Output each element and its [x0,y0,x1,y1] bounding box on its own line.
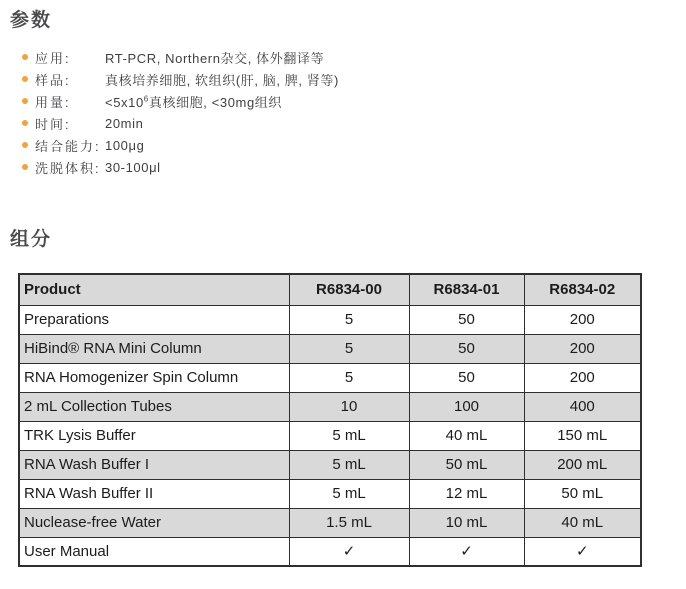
value-cell: 1.5 mL [289,508,409,537]
table-row-nuclease-free-water [19,508,641,537]
value-prefix: <5x10 [105,94,144,110]
value-cell: 5 mL [289,450,409,479]
value-cell: 5 [289,305,409,334]
parameter-label: 用量: [35,94,71,110]
table-row-collection-tubes [19,392,641,421]
table-row-preparations [19,305,641,334]
product-cell: HiBind® RNA Mini Column [19,334,289,363]
table-row-wash-buffer-1 [19,450,641,479]
checkmark-cell [289,537,409,566]
value-cell: 100 [409,392,524,421]
parameter-value [105,92,282,111]
product-cell: Preparations [19,305,289,334]
bullet-icon [22,76,28,82]
product-cell: 2 mL Collection Tubes [19,392,289,421]
components-table [18,273,642,567]
parameter-item-sample [0,68,339,90]
bullet-icon [22,142,28,148]
product-cell: User Manual [19,537,289,566]
product-cell: RNA Wash Buffer I [19,450,289,479]
value-cell: 40 mL [409,421,524,450]
parameter-item-binding-capacity [0,134,339,156]
value-superscript: 6 [143,94,149,104]
bullet-icon [22,98,28,104]
parameter-value: 100μg [105,137,145,153]
table-header-row [19,274,641,305]
value-cell: 400 [524,392,641,421]
table-header-product: Product [19,274,289,305]
parameter-label: 结合能力: [35,138,101,154]
bullet-icon [22,54,28,60]
table-row-trk-lysis-buffer [19,421,641,450]
product-cell: Nuclease-free Water [19,508,289,537]
parameter-label: 时间: [35,116,71,132]
product-cell: RNA Wash Buffer II [19,479,289,508]
table-row-hibind-column [19,334,641,363]
value-cell: 5 mL [289,421,409,450]
parameter-item-elution-volume [0,156,339,178]
checkmark-icon: ✓ [342,543,356,561]
parameters-list [0,46,339,178]
checkmark-icon: ✓ [460,543,473,561]
parameter-label: 洗脱体积: [35,160,101,176]
value-cell: 50 [409,305,524,334]
value-cell: 200 [524,305,641,334]
table-header-r6834-02: R6834-02 [524,274,641,305]
parameter-value: 20min [105,115,144,131]
value-cell: 200 [524,334,641,363]
parameter-item-time [0,112,339,134]
parameter-item-amount [0,90,339,112]
value-cell: 50 [409,334,524,363]
parameter-value: 30-100μl [105,159,161,175]
checkmark-cell [409,537,524,566]
value-cell: 200 [524,363,641,392]
value-cell: 10 mL [409,508,524,537]
value-cell: 10 [289,392,409,421]
value-cell: 50 mL [524,479,641,508]
parameter-value: RT-PCR, Northern杂交, 体外翻译等 [105,50,325,66]
value-cell: 50 [409,363,524,392]
parameters-section-title: 参数 [10,10,53,31]
parameter-item-application [0,46,339,68]
components-section-title: 组分 [10,229,53,250]
checkmark-icon: ✓ [575,543,589,561]
table-header-r6834-00: R6834-00 [289,274,409,305]
parameter-label: 样品: [35,72,71,88]
value-cell: 5 [289,334,409,363]
table-row-user-manual [19,537,641,566]
table-row-homogenizer-column [19,363,641,392]
product-cell: RNA Homogenizer Spin Column [19,363,289,392]
value-cell: 150 mL [524,421,641,450]
value-cell: 5 mL [289,479,409,508]
value-suffix: 真核细胞, <30mg组织 [148,94,282,110]
product-cell: TRK Lysis Buffer [19,421,289,450]
value-cell: 200 mL [524,450,641,479]
table-row-wash-buffer-2 [19,479,641,508]
value-cell: 12 mL [409,479,524,508]
bullet-icon [22,120,28,126]
parameter-label: 应用: [35,50,71,66]
parameter-value: 真核培养细胞, 软组织(肝, 脑, 脾, 肾等) [105,72,339,88]
checkmark-cell [524,537,641,566]
value-cell: 40 mL [524,508,641,537]
table-header-r6834-01: R6834-01 [409,274,524,305]
bullet-icon [22,164,28,170]
value-cell: 50 mL [409,450,524,479]
value-cell: 5 [289,363,409,392]
